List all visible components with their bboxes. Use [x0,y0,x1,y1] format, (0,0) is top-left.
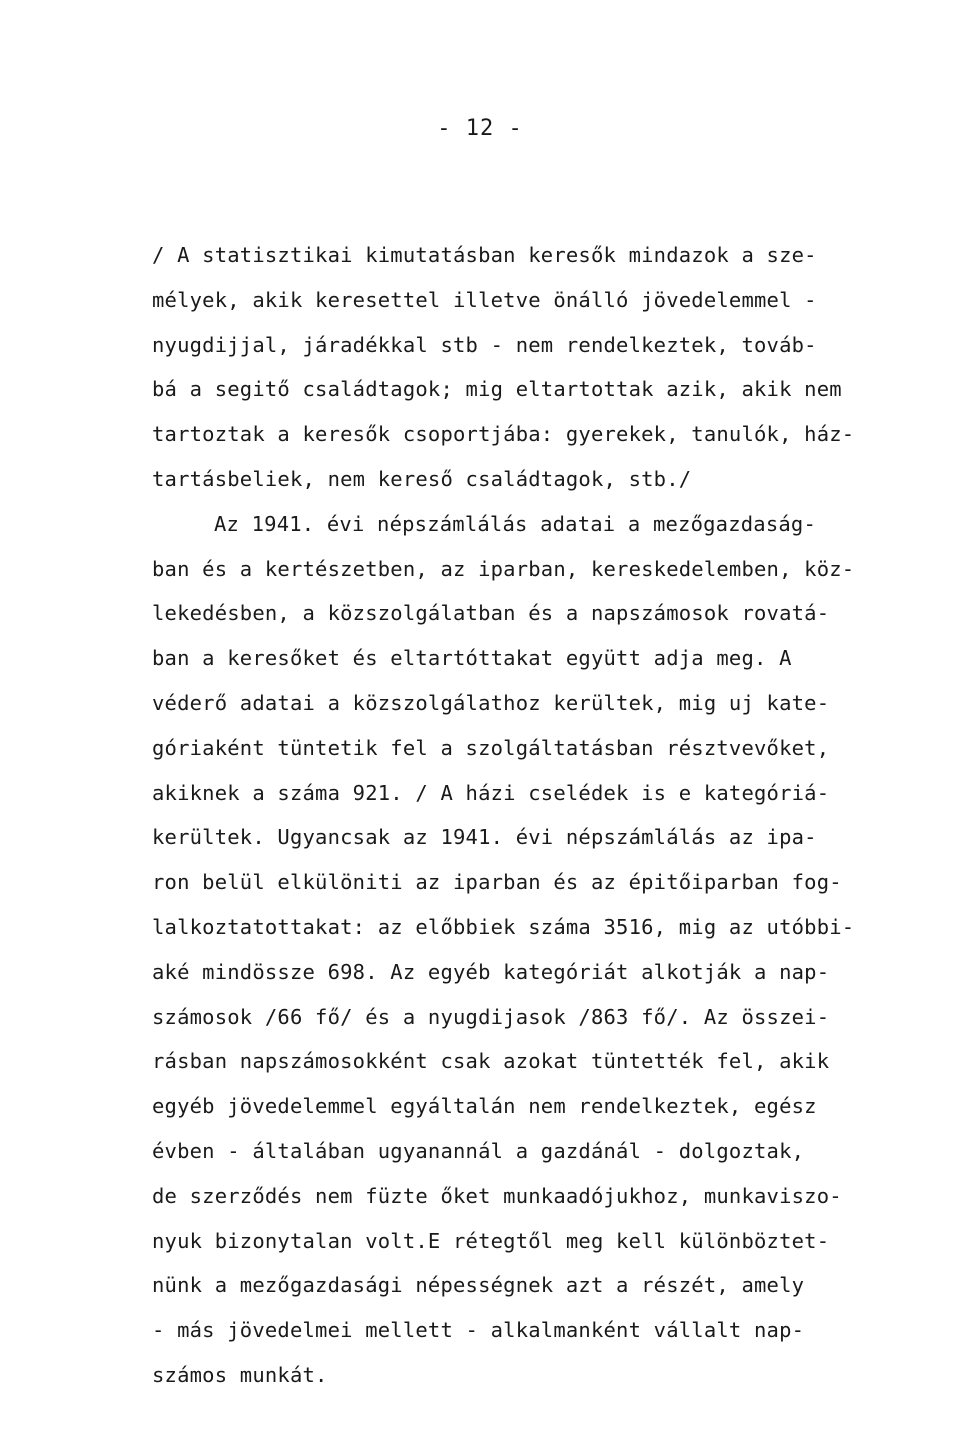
text-line: de szerződés nem füzte őket munkaadójukhoz, munkaviszo- [152,1183,842,1208]
text-line: véderő adatai a közszolgálathoz kerültek, mig uj kate- [152,690,830,715]
text-line: ban a keresőket és eltartóttakat együtt adja meg. A [152,646,792,671]
text-line: ron belül elkülöniti az iparban és az épitőiparban fog- [152,870,842,895]
text-line: nünk a mezőgazdasági népességnek azt a részét, amely [152,1273,805,1298]
text-line: bá a segitő családtagok; mig eltartottak azik, akik nem [152,377,842,402]
text-line: tartásbeliek, nem kereső családtagok, stb./ [152,466,692,491]
text-line: ban és a kertészetben, az iparban, kereskedelemben, köz- [152,556,855,581]
text-line: akiknek a száma 921. / A házi cselédek is e kategóriá- [152,780,830,805]
text-line: mélyek, akik keresettel illetve önálló jövedelemmel - [152,287,817,312]
text-line: lalkoztatottakat: az előbbiek száma 3516, mig az utóbbi- [152,914,855,939]
text-line: számos munkát. [152,1362,328,1387]
text-line: rásban napszámosokként csak azokat tüntették fel, akik [152,1049,830,1074]
text-line: nyuk bizonytalan volt.E rétegtől meg kell különböztet- [152,1228,830,1253]
text-line: nyugdijjal, járadékkal stb - nem rendelkeztek, továb- [152,332,817,357]
text-line: lekedésben, a közszolgálatban és a napszámosok rovatá- [152,601,830,626]
text-line: évben - általában ugyanannál a gazdánál - dolgoztak, [152,1138,805,1163]
page-number: - 12 - [437,116,523,141]
text-line: góriaként tüntetik fel a szolgáltatásban résztvevőket, [152,735,830,760]
text-line: egyéb jövedelemmel egyáltalán nem rendelkeztek, egész [152,1094,817,1119]
text-line: számosok /66 fő/ és a nyugdijasok /863 fő/. Az összei- [152,1004,830,1029]
body-text [152,238,892,1403]
text-line: tartoztak a keresők csoportjába: gyerekek, tanulók, ház- [152,422,855,447]
text-line: / A statisztikai kimutatásban keresők mindazok a sze- [152,243,817,267]
text-line: aké mindössze 698. Az egyéb kategóriát alkotják a nap- [152,959,830,984]
text-line: kerültek. Ugyancsak az 1941. évi népszámlálás az ipa- [152,825,817,850]
text-line: Az 1941. évi népszámlálás adatai a mezőgazdaság- [214,511,817,536]
text-line: - más jövedelmei mellett - alkalmanként vállalt nap- [152,1318,805,1343]
